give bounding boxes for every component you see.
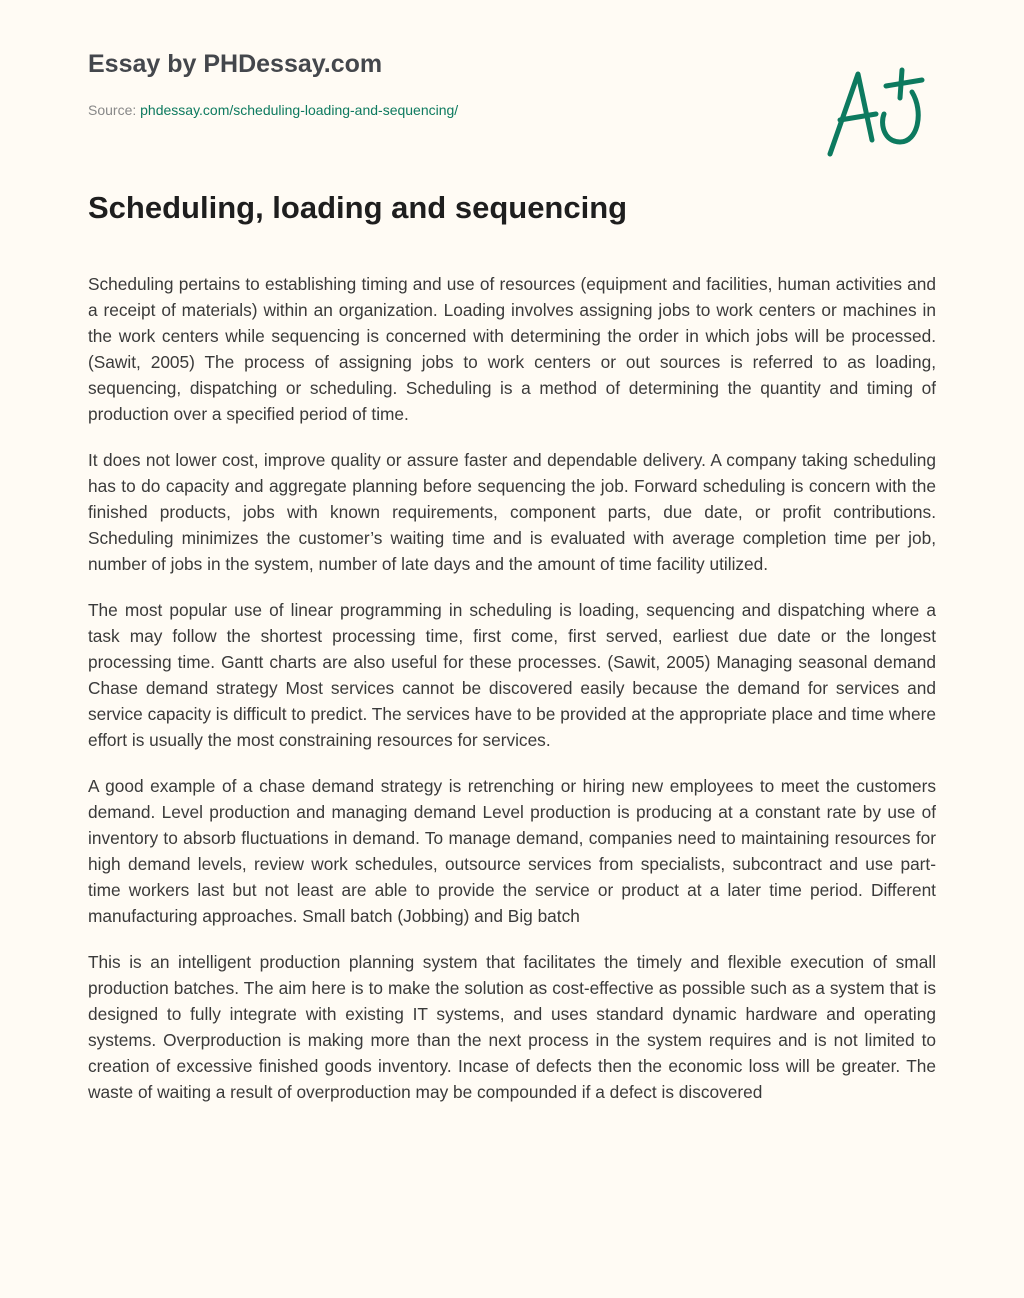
paragraph: A good example of a chase demand strategy is retrenching or hiring new employees to meet the customers demand. Level production and managing demand Level production is producing at a constant rate by use of inventory to absorb fluctuations in demand. To manage demand, companies need to maintaining resources for high demand levels, review work schedules, outsource services from specialists, subcontract and use part-time workers last but not least are able to provide the service or product at a later time period. Different manufacturing approaches. Small batch (Jobbing) and Big batch bbox=[88, 776, 936, 926]
source-link[interactable]: phdessay.com/scheduling-loading-and-sequencing/ bbox=[140, 102, 459, 118]
source-label: Source: bbox=[88, 102, 137, 118]
paragraph: It does not lower cost, improve quality or assure faster and dependable delivery. A company taking scheduling has to do capacity and aggregate planning before sequencing the job. Forward scheduling is concern with the finished products, jobs with known requirements, component parts, due date, or profit contributions. Scheduling minimizes the customer’s waiting time and is evaluated with average completion time per job, number of jobs in the system, number of late days and the amount of time facility utilized. bbox=[88, 450, 936, 574]
article-body bbox=[88, 271, 936, 1250]
paragraph: The most popular use of linear programming in scheduling is loading, sequencing and dispatching where a task may follow the shortest processing time, first come, first served, earliest due date or the longest processing time. Gantt charts are also useful for these processes. (Sawit, 2005) Managing seasonal demand Chase demand strategy Most services cannot be discovered easily because the demand for services and service capacity is difficult to predict. The services have to be provided at the appropriate place and time where effort is usually the most constraining resources for services. bbox=[88, 600, 936, 750]
page-title: Scheduling, loading and sequencing bbox=[88, 190, 628, 225]
paragraph: Scheduling pertains to establishing timing and use of resources (equipment and facilities, human activities and a receipt of materials) within an organization. Loading involves assigning jobs to work centers or machines in the work centers while sequencing is concerned with determining the order in which jobs will be processed. (Sawit, 2005) The process of assigning jobs to work centers or out sources is referred to as loading, sequencing, dispatching or scheduling. Scheduling is a method of determining the quantity and timing of production over a specified period of time. bbox=[88, 274, 936, 424]
site-title: Essay by PHDessay.com bbox=[88, 50, 383, 78]
a-plus-logo bbox=[820, 62, 930, 162]
paragraph: This is an intelligent production planning system that facilitates the timely and flexible execution of small production batches. The aim here is to make the solution as cost-effective as possible such as a system that is designed to fully integrate with existing IT systems, and uses standard dynamic hardware and operating systems. Overproduction is making more than the next process in the system requires and is not limited to creation of excessive finished goods inventory. Incase of defects then the economic loss will be greater. The waste of waiting a result of overproduction may be compounded if a defect is discovered bbox=[88, 952, 936, 1102]
source-line bbox=[88, 102, 458, 118]
